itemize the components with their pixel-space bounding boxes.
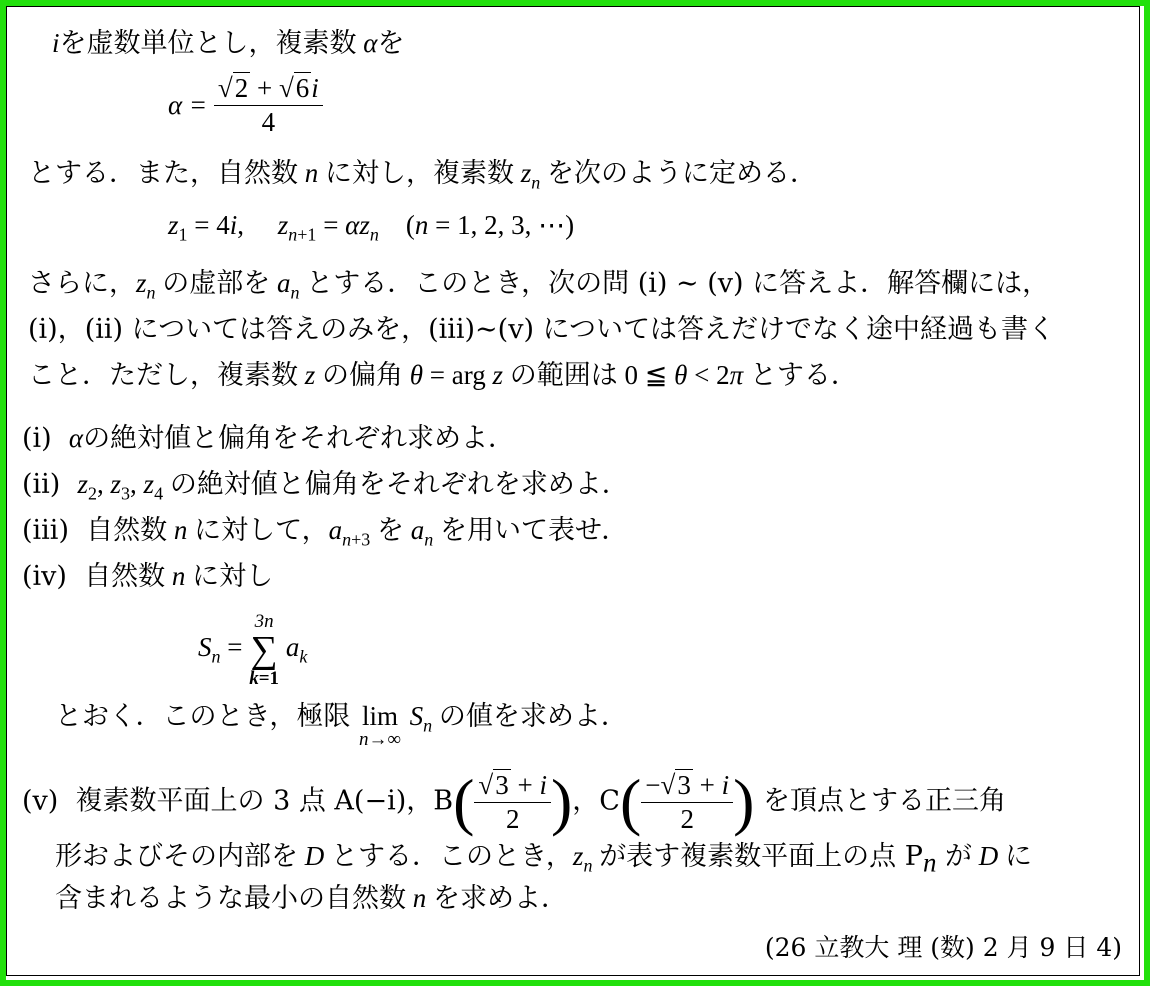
intro-line: iを虚数単位とし，複素数 αを (52, 28, 405, 59)
paragraph-line-3: こと．ただし，複素数 z の偏角 θ = arg z の範囲は 0 ≦ θ < 2π とする． (28, 360, 858, 391)
definition-line: とする．また，自然数 n に対し，複素数 $z_n$ を次のように定める． (28, 158, 818, 193)
paragraph-line-1: さらに，$z_n$ の虚部を $a_n$ とする．このとき，次の問 (i) ∼ (v) に答えよ．解答欄には， (28, 268, 1050, 303)
question-v: (v) 複素数平面上の 3 点 A(−i)，B( $\frac{√3 + i}{2}$ )，C( $\frac{-√3 + i}{2}$ ) を頂点とする正三角 (22, 766, 1006, 837)
sigma-symbol: 3n ∑ k=1 (249, 611, 280, 689)
paragraph-line-2: (i)，(ii) については答えのみを，(iii)∼(v) については答えだけでなく途中経過も書く (28, 314, 1056, 345)
limit-operator: lim n→∞ (358, 701, 402, 750)
question-i: (i) αの絶対値と偏角をそれぞれ求めよ． (22, 423, 516, 454)
question-v-line-2: 形およびその内部を D とする．このとき，$z_n$ が表す複素数平面上の点 $P_n$ が D に (55, 841, 1033, 878)
recurrence: $z_1 = 4i$, $z_{n+1} = \alpha z_n$ (n = 1, 2, 3, ⋯) (168, 210, 575, 245)
alpha-equation: α = $\frac{√2 + √6i}{4}$ (168, 75, 323, 136)
question-v-line-3: 含まれるような最小の自然数 n を求めよ． (55, 883, 568, 914)
question-ii: (ii) $z_2$, $z_3$, $z_4$ の絶対値と偏角をそれぞれを求めよ． (22, 469, 629, 504)
question-iv: (iv) 自然数 n に対し (22, 561, 274, 592)
question-iii: (iii) 自然数 n に対して，$a_{n+3}$ を $a_n$ を用いて表せ． (22, 515, 629, 550)
alpha-fraction: $\frac{√2 + √6i}{4}$ (214, 75, 323, 136)
limit-line: とおく．このとき，極限 lim n→∞ $S_n$ の値を求めよ． (55, 701, 628, 750)
sum-equation: $S_n$ = 3n ∑ k=1 $a_k$ (198, 611, 308, 689)
source-citation: (26 立教大 理 (数) 2 月 9 日 4) (764, 933, 1122, 962)
